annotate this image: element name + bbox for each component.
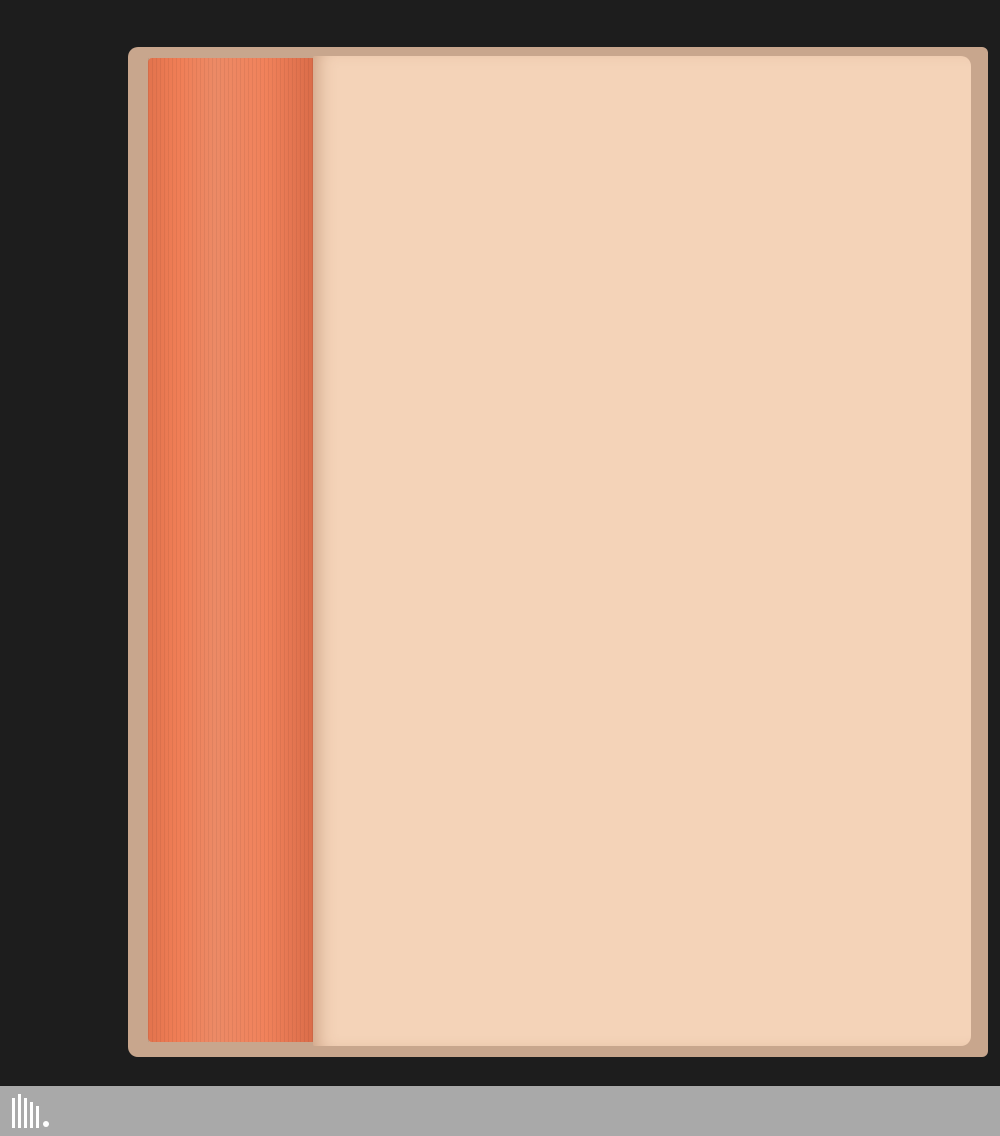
page-edges [148,58,316,1042]
footer-bar [0,1086,1000,1136]
running-head [478,92,962,122]
library-logo-icon [10,1092,52,1130]
book-page [313,56,971,1046]
book [128,42,988,1057]
page-text [478,92,962,122]
